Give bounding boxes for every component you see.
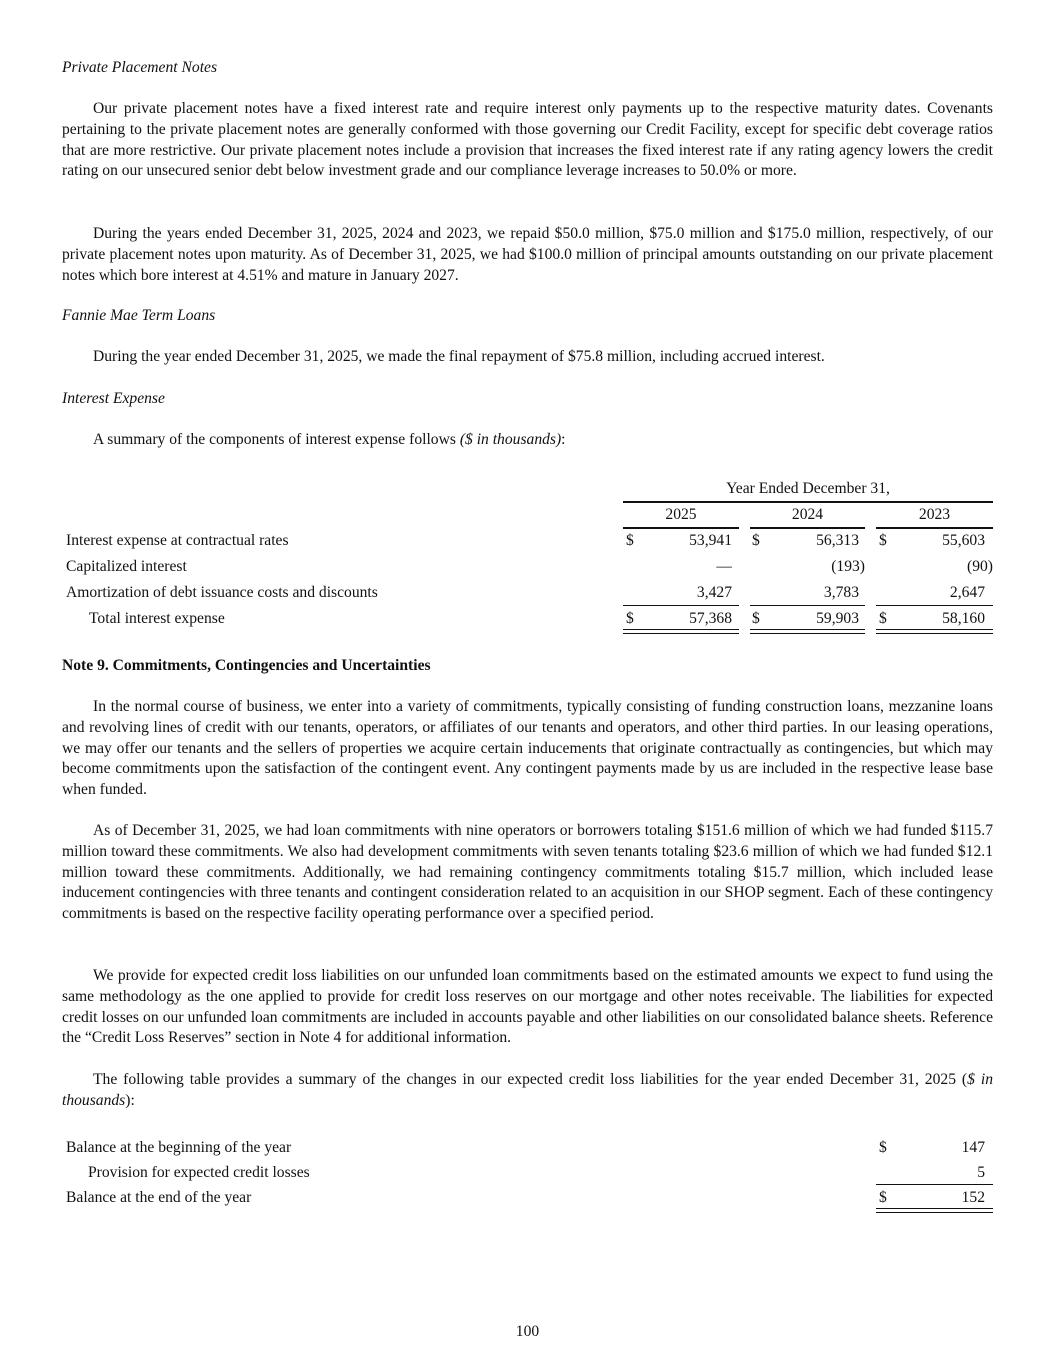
private-placement-paragraph-1: Our private placement notes have a fixed interest rate and require interest only payments up to the respective maturity dates. Covenants pertaining to the private placement notes are generally conformed with those governing our Credit Facility, except for specific debt coverage ratios that are more restrictive. Our private placement notes include a provision that increases the fixed interest rate if any rating agency lowers the credit rating on our unsecured senior debt below investment grade and our compliance leverage increases to 50.0% or more. xyxy=(62,100,993,180)
table-row xyxy=(62,557,993,581)
row-label: Capitalized interest xyxy=(66,558,187,575)
cell-2023: (90) xyxy=(967,558,993,575)
cell-2024: (193) xyxy=(831,558,865,575)
subtotal-rule xyxy=(876,1184,993,1185)
cell-2024: 56,313 xyxy=(816,532,859,549)
total-double-rule xyxy=(876,629,993,634)
private-placement-heading: Private Placement Notes xyxy=(62,59,218,76)
cell-value: 147 xyxy=(961,1139,985,1156)
page-number: 100 xyxy=(515,1323,540,1340)
column-header-2024: 2024 xyxy=(750,505,865,529)
column-header-2025: 2025 xyxy=(623,505,739,529)
fannie-mae-heading: Fannie Mae Term Loans xyxy=(62,307,216,324)
total-double-rule xyxy=(750,629,865,634)
interest-expense-intro: A summary of the components of interest expense follows ($ in thousands): xyxy=(93,431,566,448)
subtotal-rule xyxy=(623,605,739,606)
total-double-rule xyxy=(876,1208,993,1213)
dollar-sign: $ xyxy=(626,610,634,627)
cell-2023: 55,603 xyxy=(942,532,985,549)
table-row-total xyxy=(62,1188,993,1212)
row-label: Interest expense at contractual rates xyxy=(66,532,289,549)
interest-expense-heading: Interest Expense xyxy=(62,390,165,407)
cell-2025: 53,941 xyxy=(689,532,732,549)
cell-2025: 3,427 xyxy=(696,584,732,601)
table-row xyxy=(62,531,993,555)
cell-2024: 3,783 xyxy=(823,584,859,601)
row-label: Amortization of debt issuance costs and discounts xyxy=(66,584,378,601)
column-header-2023: 2023 xyxy=(876,505,993,529)
dollar-sign: $ xyxy=(879,610,887,627)
dollar-sign: $ xyxy=(752,532,760,549)
note-9-heading: Note 9. Commitments, Contingencies and Uncertainties xyxy=(62,657,431,674)
note-9-paragraph-3: We provide for expected credit loss liabilities on our unfunded loan commitments based on the estimated amounts we expect to fund using the same methodology as the one applied to provide for credit loss reserves on our mortgage and other notes receivable. The liabilities for expected credit losses on our unfunded loan commitments are included in accounts payable and other liabilities on our consolidated balance sheets. Reference the “Credit Loss Reserves” section in Note 4 for additional information. xyxy=(62,967,993,1047)
cell-2023: 2,647 xyxy=(949,584,985,601)
cell-2025: 57,368 xyxy=(689,610,732,627)
dollar-sign: $ xyxy=(752,610,760,627)
cell-2023: 58,160 xyxy=(942,610,985,627)
total-double-rule xyxy=(623,629,739,634)
row-label: Balance at the end of the year xyxy=(66,1189,252,1206)
cell-value: 152 xyxy=(961,1189,985,1206)
note-9-paragraph-4: The following table provides a summary of the changes in our expected credit loss liabilities for the year ended December 31, 2025 ($ in thousands): xyxy=(62,1071,994,1109)
note-9-paragraph-1: In the normal course of business, we enter into a variety of commitments, typically consisting of funding construction loans, mezzanine loans and revolving lines of credit with our tenants, operators, or affiliates of our tenants and operators, and other third parties. In our leasing operations, we may offer our tenants and the sellers of properties we acquire certain inducements that originate contractually as contingencies, but which may become commitments upon the satisfaction of the contingent event. Any contingent payments made by us are included in the respective lease base when funded. xyxy=(62,698,993,799)
dollar-sign: $ xyxy=(626,532,634,549)
table-row xyxy=(62,1138,993,1162)
table-header-year-ended: Year Ended December 31, xyxy=(623,479,993,503)
cell-value: 5 xyxy=(977,1164,985,1181)
subtotal-rule xyxy=(750,605,865,606)
table-row xyxy=(62,1163,993,1187)
private-placement-paragraph-2: During the years ended December 31, 2025, 2024 and 2023, we repaid $50.0 million, $75.0 million and $175.0 million, respectively, of our private placement notes upon maturity. As of December 31, 2025, we had $100.0 million of principal amounts outstanding on our private placement notes which bore interest at 4.51% and mature in January 2027. xyxy=(62,225,993,284)
row-label: Balance at the beginning of the year xyxy=(66,1139,292,1156)
dollar-sign: $ xyxy=(879,1189,887,1206)
dollar-sign: $ xyxy=(879,532,887,549)
dollar-sign: $ xyxy=(879,1139,887,1156)
subtotal-rule xyxy=(876,605,993,606)
row-label: Total interest expense xyxy=(89,610,225,627)
fannie-mae-paragraph: During the year ended December 31, 2025, we made the final repayment of $75.8 million, including accrued interest. xyxy=(93,348,825,365)
row-label: Provision for expected credit losses xyxy=(88,1164,310,1181)
table-row xyxy=(62,583,993,607)
note-9-paragraph-2: As of December 31, 2025, we had loan commitments with nine operators or borrowers totaling $151.6 million of which we had funded $115.7 million toward these commitments. We also had development commitments with seven tenants totaling $23.6 million of which we had funded $12.1 million toward these commitments. Additionally, we had remaining contingency commitments totaling $15.7 million, which included lease inducement contingencies with three tenants and contingent consideration related to an acquisition in our SHOP segment. Each of these contingency commitments is based on the respective facility operating performance over a specified period. xyxy=(62,822,993,923)
cell-2024: 59,903 xyxy=(816,610,859,627)
cell-2025: — xyxy=(716,558,732,575)
